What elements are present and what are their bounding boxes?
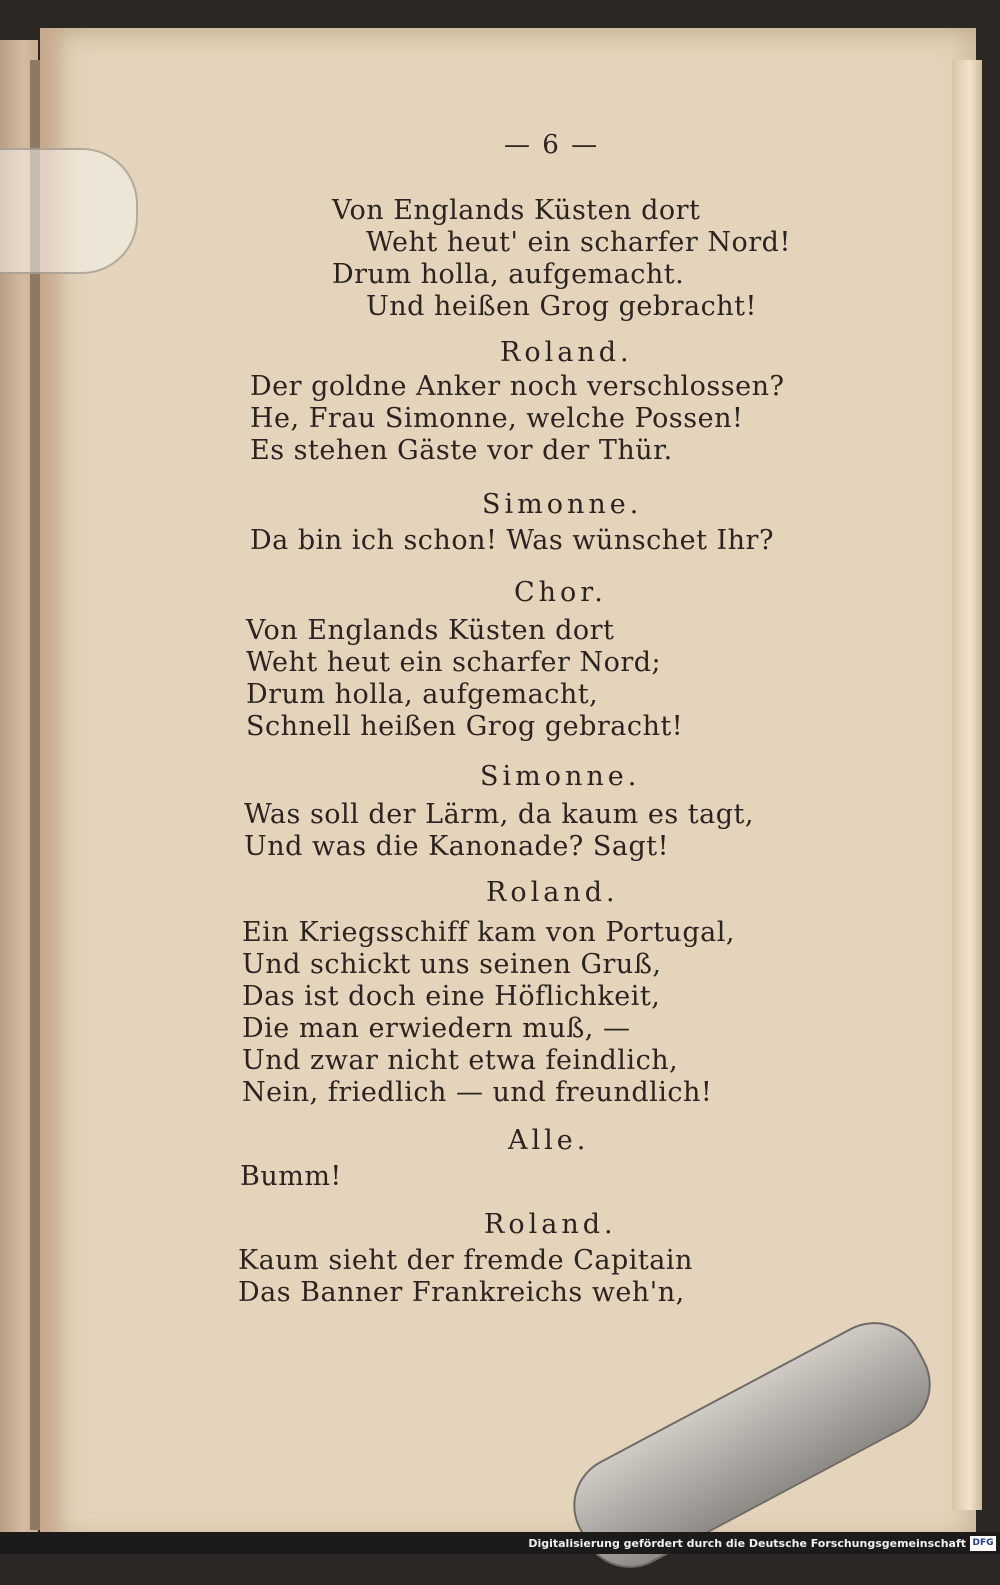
footer-bar: [0, 1532, 1000, 1554]
verse-line: Nein, friedlich — und freundlich!: [242, 1077, 713, 1108]
dfg-logo: DFG: [970, 1536, 996, 1551]
speaker-name: Roland.: [484, 1209, 617, 1240]
verse-line: Weht heut' ein scharfer Nord!: [366, 227, 791, 258]
verse-line: Von Englands Küsten dort: [246, 615, 615, 646]
verse-line: Es stehen Gäste vor der Thür.: [250, 435, 673, 466]
verse-line: Die man erwiedern muß, —: [242, 1013, 631, 1044]
verse-line: Drum holla, aufgemacht.: [332, 259, 685, 290]
verse-line: Schnell heißen Grog gebracht!: [246, 711, 684, 742]
verse-line: Und heißen Grog gebracht!: [366, 291, 757, 322]
verse-line: Drum holla, aufgemacht,: [246, 679, 599, 710]
verse-line: Da bin ich schon! Was wünschet Ihr?: [250, 525, 774, 556]
speaker-name: Alle.: [508, 1125, 590, 1156]
speaker-name: Simonne.: [482, 489, 643, 520]
page-right-edge: [952, 60, 982, 1510]
verse-line: Das Banner Frankreichs weh'n,: [238, 1277, 685, 1308]
page-number: — 6 —: [504, 130, 600, 160]
verse-line: Das ist doch eine Höflichkeit,: [242, 981, 661, 1012]
speaker-name: Roland.: [500, 337, 633, 368]
verse-line: Ein Kriegsschiff kam von Portugal,: [242, 917, 735, 948]
verse-line: Und was die Kanonade? Sagt!: [244, 831, 669, 862]
verse-line: Der goldne Anker noch verschlossen?: [250, 371, 785, 402]
verse-line: He, Frau Simonne, welche Possen!: [250, 403, 744, 434]
verse-line: Und schickt uns seinen Gruß,: [242, 949, 662, 980]
verse-line: Und zwar nicht etwa feindlich,: [242, 1045, 679, 1076]
funding-notice: Digitalisierung gefördert durch die Deutsche Forschungsgemeinschaft: [528, 1537, 966, 1550]
speaker-name: Roland.: [486, 877, 619, 908]
verse-line: Was soll der Lärm, da kaum es tagt,: [244, 799, 754, 830]
verse-line: Weht heut ein scharfer Nord;: [246, 647, 662, 678]
verse-line: Bumm!: [240, 1161, 342, 1192]
verse-line: Von Englands Küsten dort: [332, 195, 701, 226]
page-clip-top: [0, 148, 138, 274]
speaker-name: Simonne.: [480, 761, 641, 792]
speaker-name: Chor.: [514, 577, 607, 608]
verse-line: Kaum sieht der fremde Capitain: [238, 1245, 693, 1276]
